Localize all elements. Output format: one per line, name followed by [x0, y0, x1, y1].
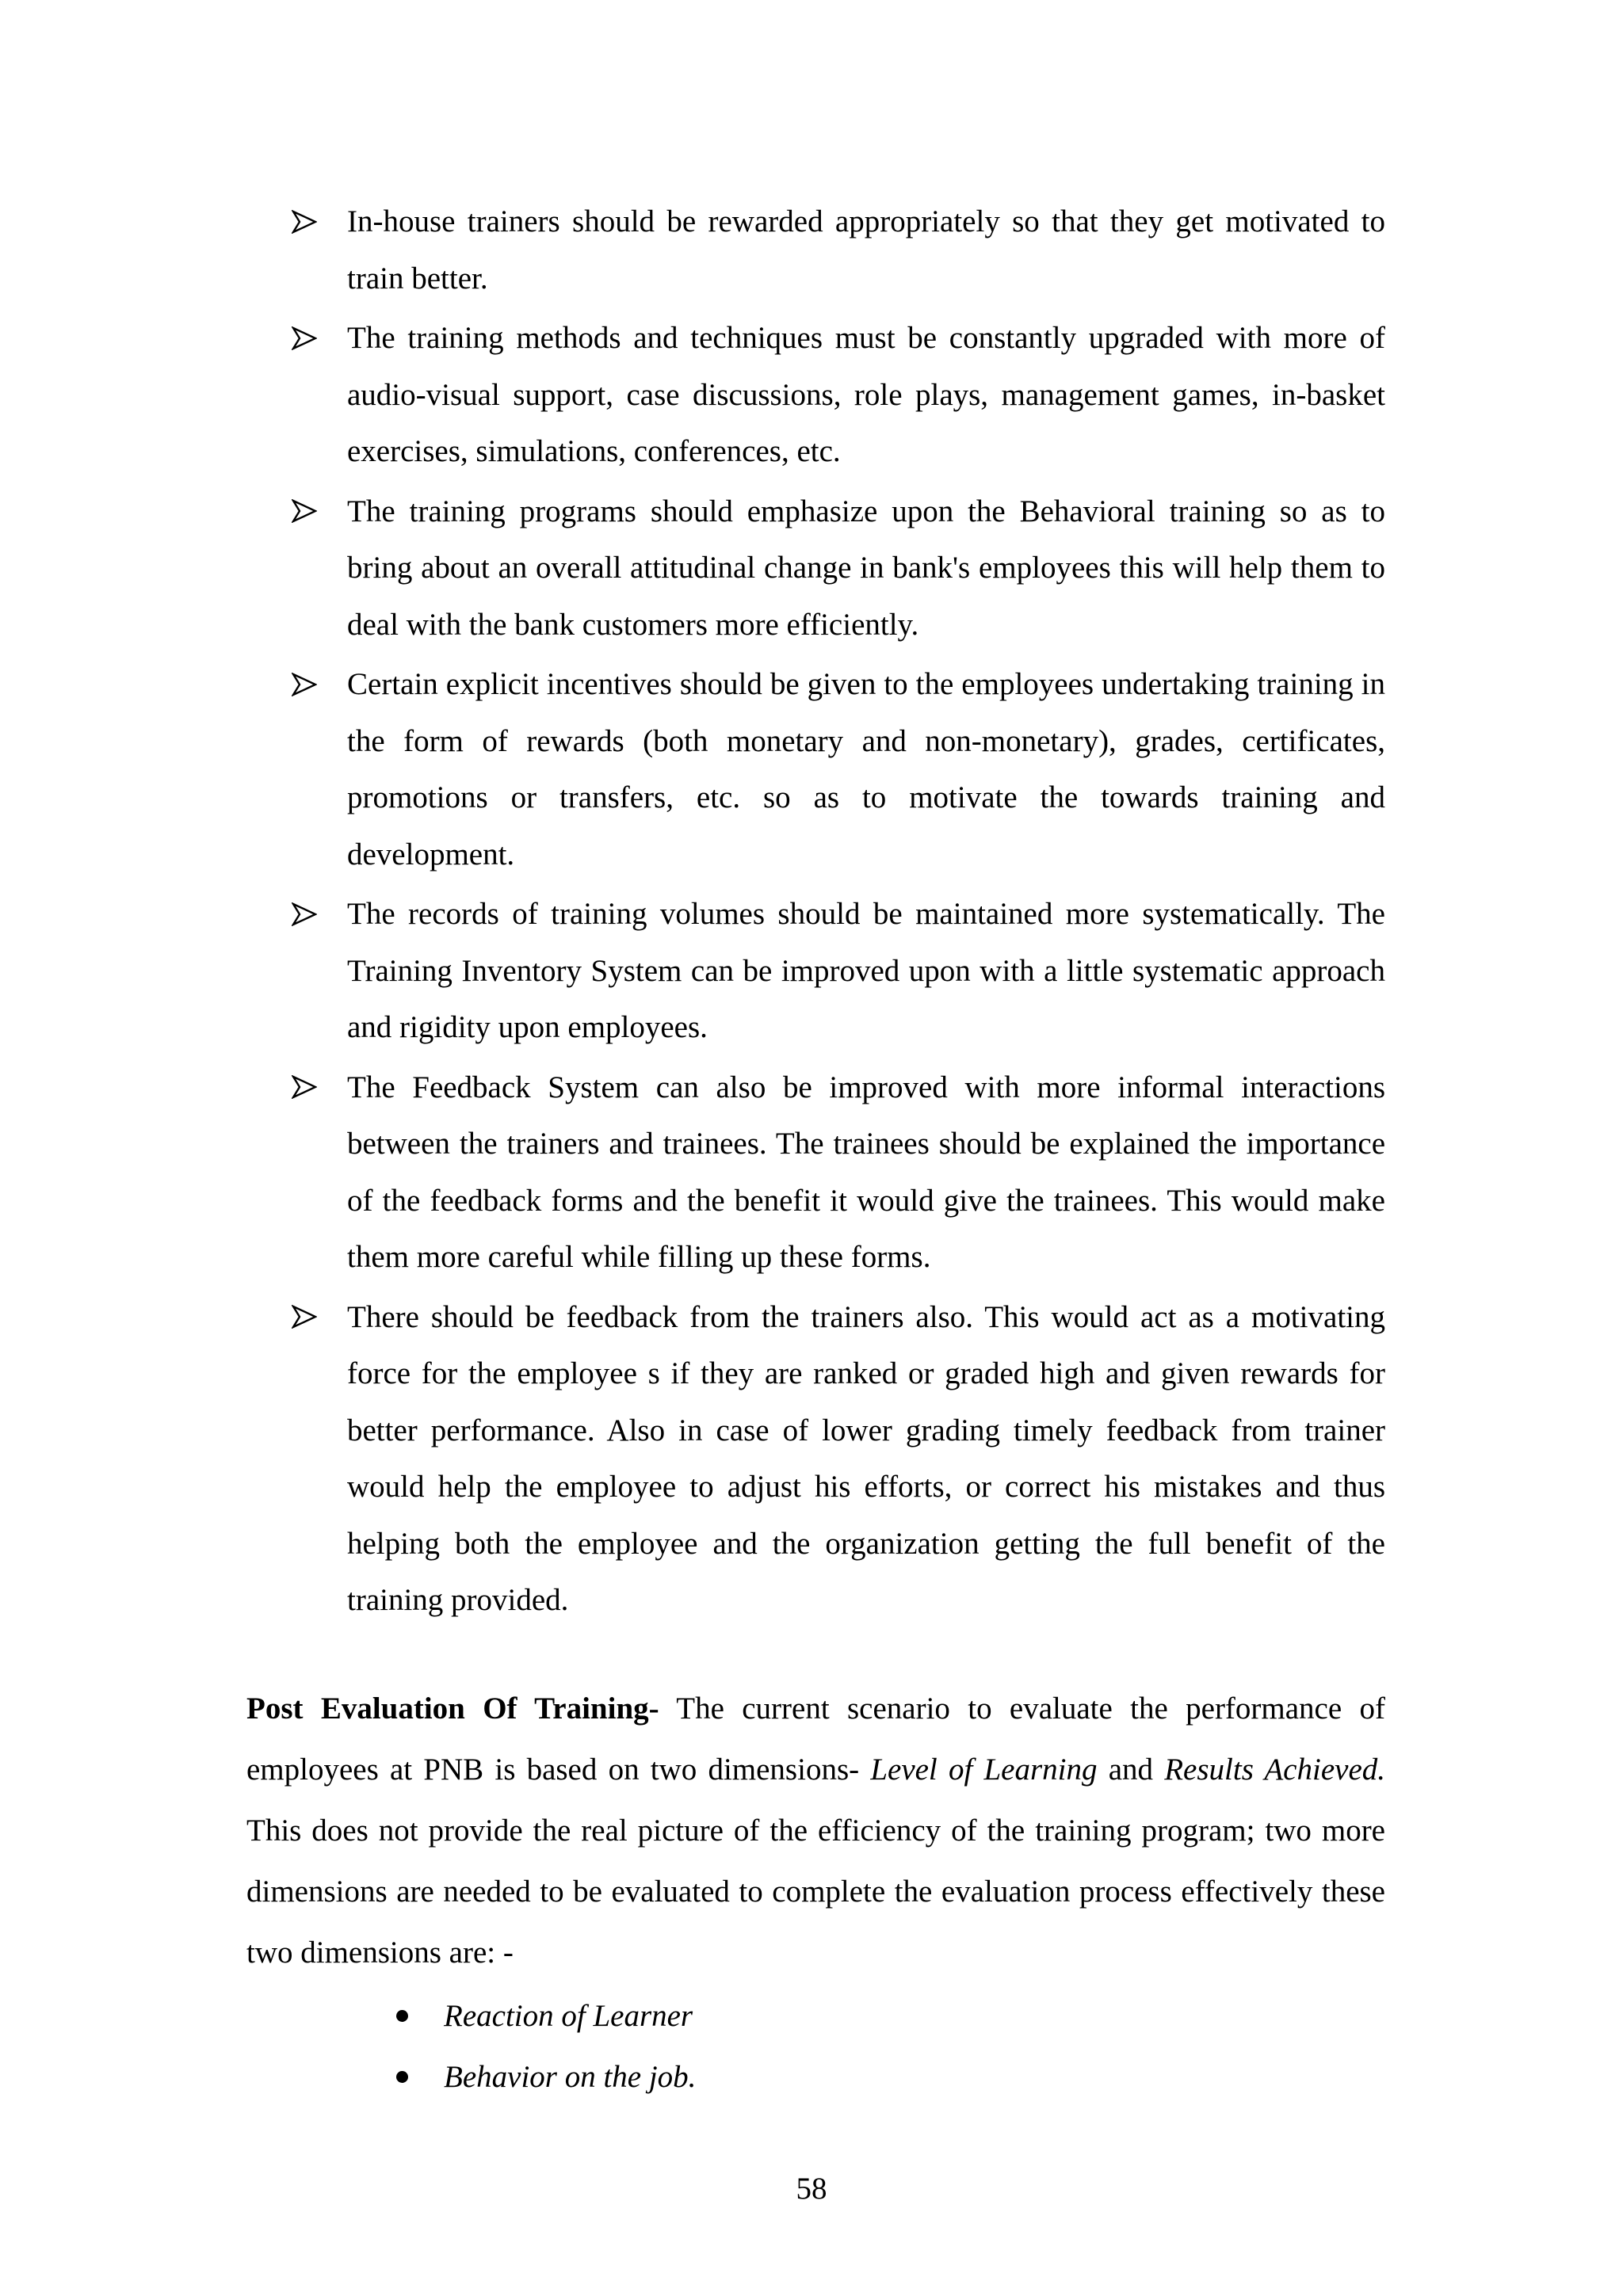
- arrowhead-bullet-icon: [292, 310, 323, 367]
- list-item: [292, 1289, 1385, 1629]
- round-bullet-icon: [396, 2071, 408, 2083]
- list-item: [396, 2046, 696, 2107]
- list-item: [396, 1985, 696, 2046]
- post-evaluation-text: This does not provide the real picture of the efficiency of the training program; two more dimensions are needed to be evaluated to complete the evaluation process effectively these two dimensions are: -: [246, 1814, 1385, 1970]
- post-evaluation-text: and: [1097, 1753, 1165, 1787]
- arrowhead-bullet-icon: [292, 886, 323, 943]
- list-item: [292, 656, 1385, 883]
- page-number: 58: [796, 2172, 827, 2206]
- list-item-text: Certain explicit incentives should be given to the employees undertaking training in the form of rewards (both monetary and non-monetary), grades, certificates, promotions or transfers, etc. so as to motivate the towards training and development.: [347, 667, 1385, 871]
- arrowhead-bullet-icon: [292, 483, 323, 540]
- list-item-text: There should be feedback from the trainers also. This would act as a motivating force for the employee s if they are ranked or graded high and given rewards for better performance. Also in case of lower grading timely feedback from trainer would help the employee to adjust his efforts, or correct his mistakes and thus helping both the employee and the organization getting the full benefit of the training provided.: [347, 1299, 1385, 1617]
- dimension-results-achieved: Results Achieved.: [1164, 1753, 1386, 1787]
- list-item-text: The records of training volumes should be maintained more systematically. The Training Inventory System can be improved upon with a little systematic approach and rigidity upon employees.: [347, 897, 1385, 1044]
- post-evaluation-paragraph: [246, 1678, 1385, 1983]
- list-item: [292, 193, 1385, 307]
- recommendations-list: [292, 193, 1385, 1632]
- arrowhead-bullet-icon: [292, 1289, 323, 1346]
- arrowhead-bullet-icon: [292, 193, 323, 250]
- list-item-text: In-house trainers should be rewarded appropriately so that they get motivated to train better.: [347, 204, 1385, 296]
- list-item: [292, 1059, 1385, 1286]
- round-bullet-icon: [396, 2010, 408, 2022]
- list-item: [292, 886, 1385, 1056]
- post-evaluation-heading: Post Evaluation Of Training-: [246, 1691, 659, 1726]
- list-item-text: The training methods and techniques must be constantly upgraded with more of audio-visual support, case discussions, role plays, management games, in-basket exercises, simulations, conferences, etc.: [347, 321, 1385, 468]
- arrowhead-bullet-icon: [292, 1059, 323, 1116]
- list-item-text: Reaction of Learner: [444, 1999, 693, 2033]
- list-item: [292, 483, 1385, 654]
- list-item-text: The training programs should emphasize upon the Behavioral training so as to bring about an overall attitudinal change in bank's employees this will help them to deal with the bank customers more efficiently.: [347, 494, 1385, 642]
- arrowhead-bullet-icon: [292, 656, 323, 713]
- additional-dimensions-list: [396, 1985, 696, 2107]
- list-item: [292, 310, 1385, 480]
- post-evaluation-text: The current scenario to evaluate the performance of employees at PNB is based on two dimensions-: [246, 1691, 1385, 1787]
- list-item-text: Behavior on the job.: [444, 2060, 697, 2094]
- dimension-level-of-learning: Level of Learning: [870, 1753, 1098, 1787]
- list-item-text: The Feedback System can also be improved with more informal interactions between the trainers and trainees. The trainees should be explained the importance of the feedback forms and the benefit it would give the trainees. This would make them more careful while filling up these forms.: [347, 1070, 1385, 1274]
